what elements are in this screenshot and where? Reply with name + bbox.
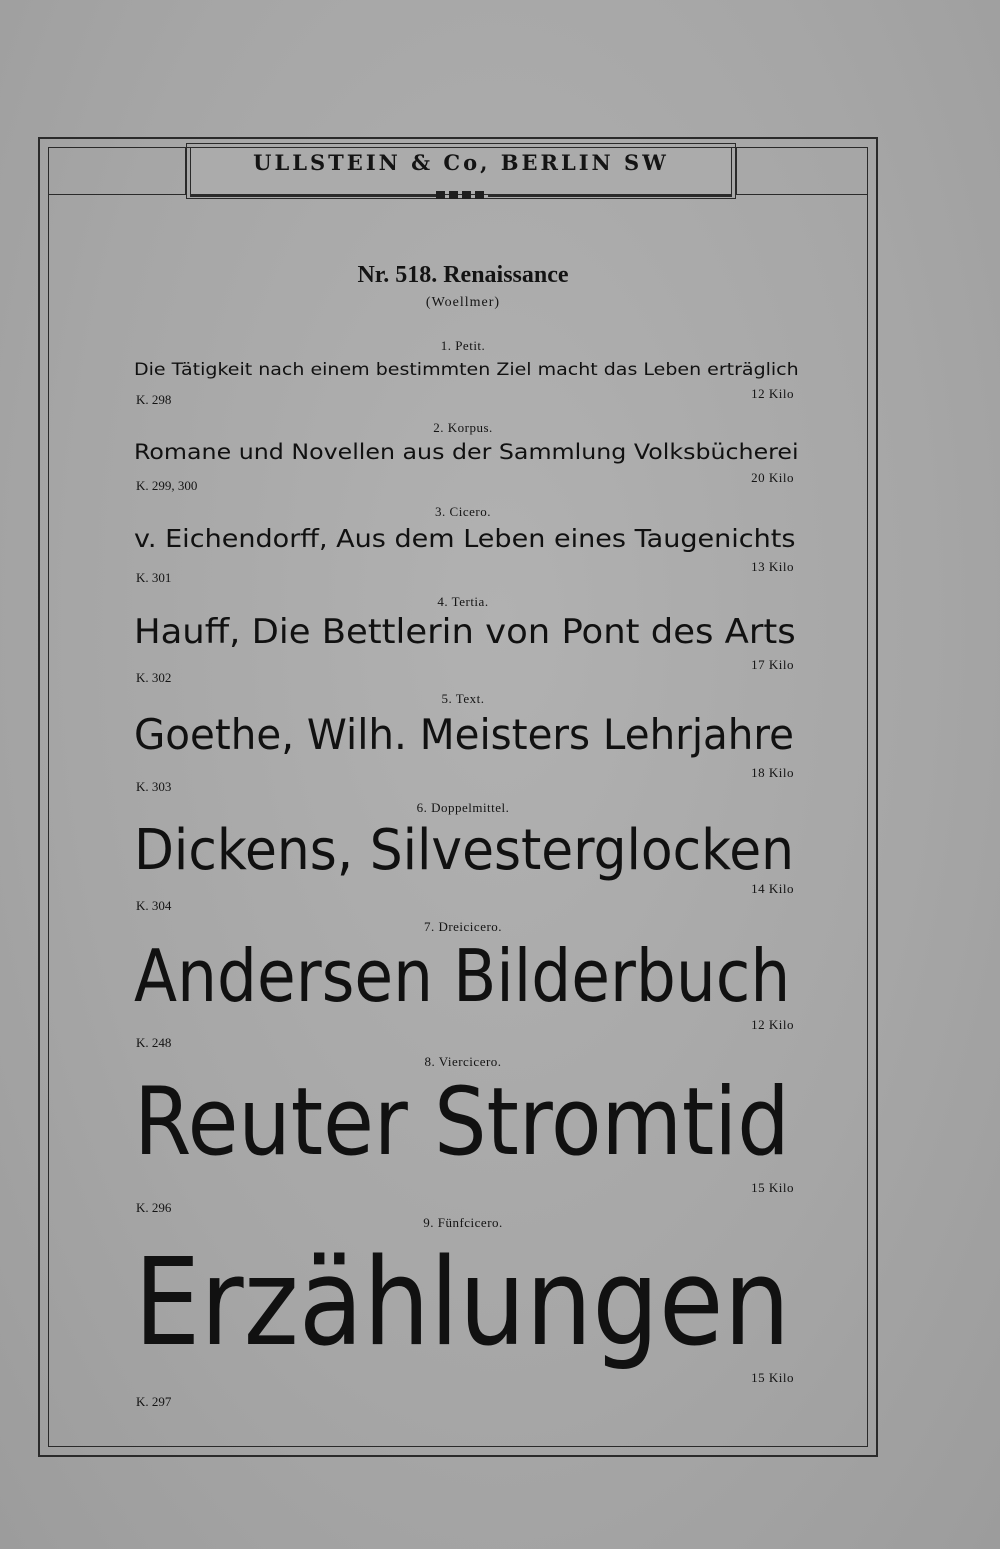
header-left-panel [48,147,186,195]
size-label: 5. Text. [441,691,485,706]
type-sample: Andersen Bilderbuch [134,934,791,1018]
size-label: 8. Viercicero. [424,1054,502,1069]
type-sample: Romane und Novellen aus der Sammlung Volksbücherei [134,440,799,464]
type-sample: Die Tätigkeit nach einem bestimmten Ziel macht das Leben erträglich [134,360,799,380]
catalog-code: K. 296 [136,1200,172,1215]
size-label: 7. Dreicicero. [423,919,503,934]
catalog-code: K. 297 [136,1394,172,1409]
catalog-code: K. 303 [136,779,172,794]
weight-label: 20 Kilo [751,470,794,485]
size-label: 1. Petit. [440,338,486,353]
publisher-heading: ULLSTEIN & Co, BERLIN SW [253,150,669,175]
type-sample: Goethe, Wilh. Meisters Lehrjahre [134,710,795,759]
weight-label: 12 Kilo [751,1017,794,1032]
header-right-panel [736,147,868,195]
header-ornament [436,191,488,201]
header-rule-right [488,195,732,197]
type-sample: v. Eichendorff, Aus dem Leben eines Taugenichts [134,524,796,553]
catalog-code: K. 304 [136,898,172,913]
size-label: 4. Tertia. [437,594,489,609]
catalog-code: K. 299, 300 [136,478,198,493]
size-label: 9. Fünfcicero. [423,1215,503,1230]
type-sample: Dickens, Silvesterglocken [134,818,795,883]
weight-label: 15 Kilo [751,1180,794,1195]
weight-label: 14 Kilo [751,881,794,896]
size-label: 3. Cicero. [435,504,491,519]
catalog-code: K. 301 [136,570,172,585]
catalog-subtitle: (Woellmer) [425,295,501,310]
type-sample: Reuter Stromtid [134,1068,790,1177]
weight-label: 13 Kilo [751,559,794,574]
weight-label: 18 Kilo [751,765,794,780]
catalog-code: K. 248 [136,1035,172,1050]
weight-label: 12 Kilo [751,386,794,401]
catalog-code: K. 302 [136,670,172,685]
catalog-title: Nr. 518. Renaissance [357,262,569,288]
catalog-code: K. 298 [136,392,172,407]
type-sample: Erzählungen [134,1234,791,1373]
weight-label: 15 Kilo [751,1370,794,1385]
header-rule-left [190,195,436,197]
type-sample: Hauff, Die Bettlerin von Pont des Arts [134,612,796,652]
size-label: 6. Doppelmittel. [416,800,510,815]
size-label: 2. Korpus. [433,420,493,435]
weight-label: 17 Kilo [751,657,794,672]
